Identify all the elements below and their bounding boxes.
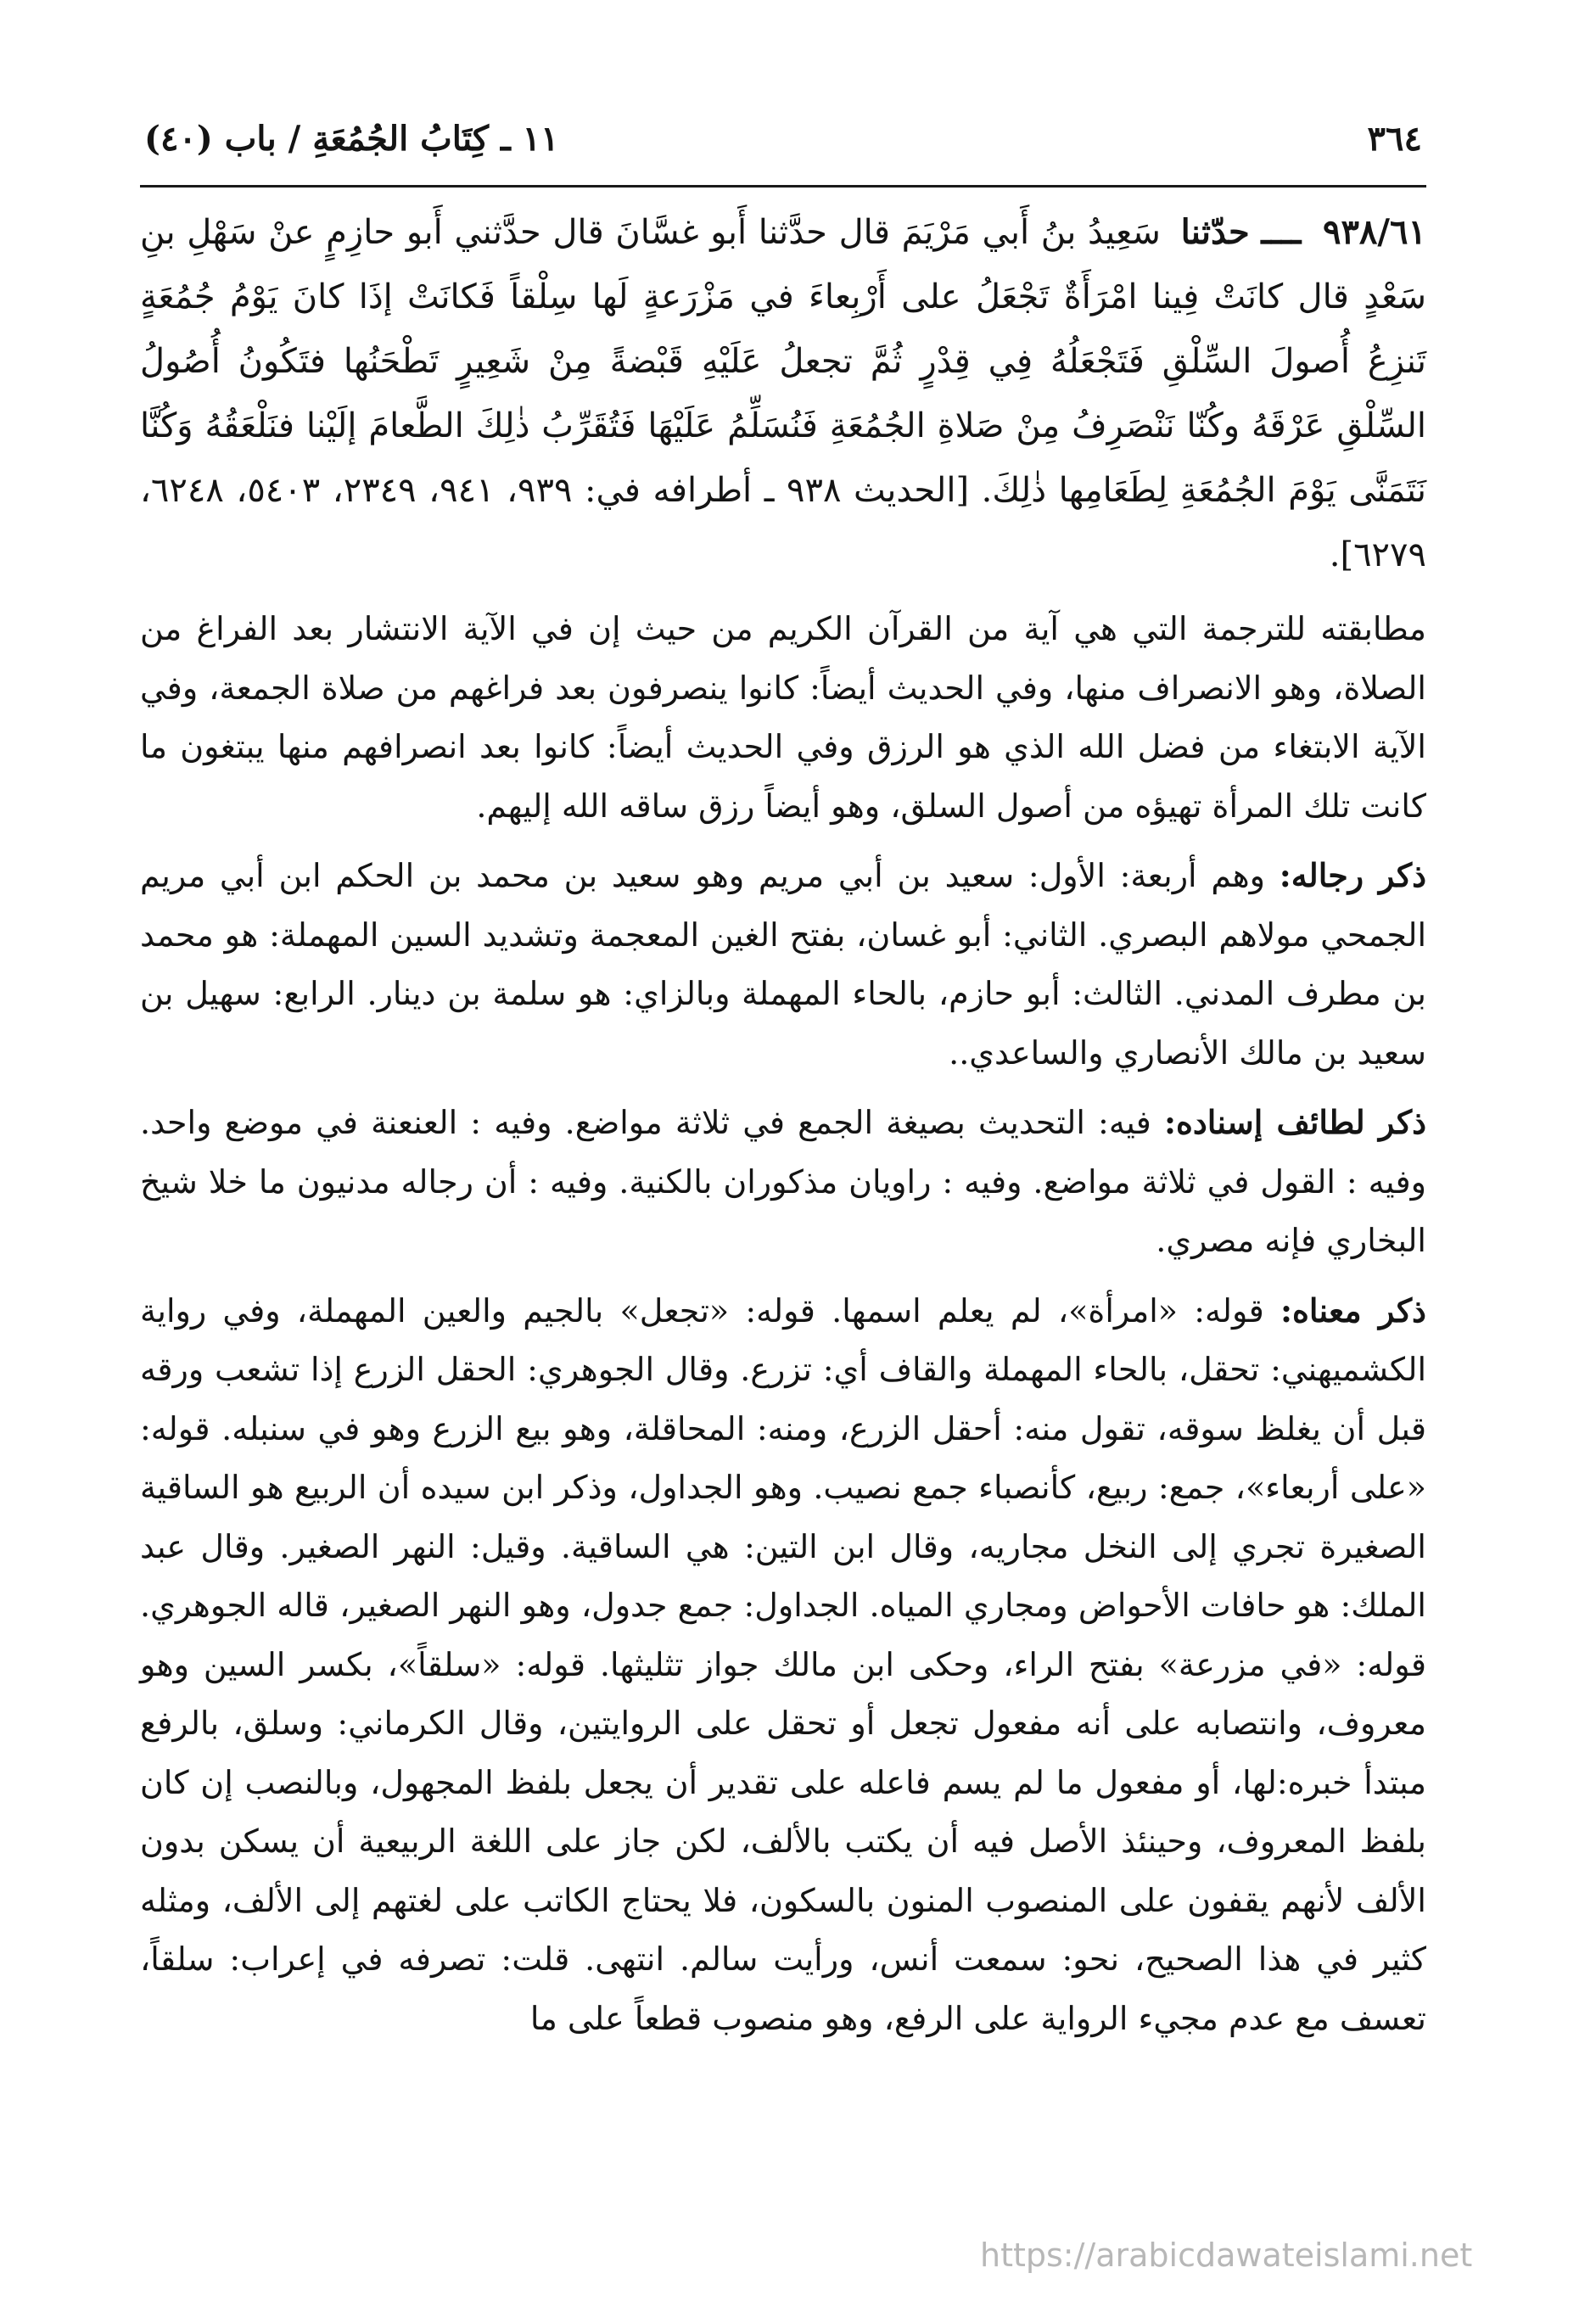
paragraph-text: قوله: «امرأة»، لم يعلم اسمها. قوله: «تجعل» بالجيم والعين المهملة، وفي رواية الكشميهني: تحقل، بالحاء المهملة والقاف أي: تزرع. وقال الجوهري: الحقل الزرع إذا تشعب ورقه قبل أن يغلظ سوقه، تقول منه: أحقل الزرع، ومنه: المحاقلة، وهو بيع الزرع وهو في سنبله. قوله: «على أربعاء»، جمع: ربيع، كأنصباء جمع نصيب. وهو الجداول، وذكر ابن سيده أن الربيع هو الساقية الصغيرة تجري إلى النخل مجاريه، وقال ابن التين: هي الساقية. وقيل: النهر الصغير. وقال عبد الملك: هو حافات الأحواض ومجاري المياه. الجداول: جمع جدول، وهو النهر الصغير، قاله الجوهري. قوله: «في مزرعة» بفتح الراء، وحكى ابن مالك جواز تثليثها. قوله: «سلقاً»، بكسر السين وهو معروف، وانتصابه على أنه مفعول تجعل أو تحقل على الروايتين، وقال الكرماني: وسلق، بالرفع مبتدأ خبره:لها، أو مفعول ما لم يسم فاعله على تقدير أن يجعل بلفظ المجهول، وبالنصب إن كان بلفظ المعروف، وحينئذ الأصل فيه أن يكتب بالألف، لكن جاز على اللغة الربيعية أن يسكن بدون الألف لأنهم يقفون على المنصوب المنون بالسكون، فلا يحتاج الكاتب على لغتهم إلى الألف، ومثله كثير في هذا الصحيح، نحو: سمعت أنس، ورأيت سالم. انتهى. قلت: تصرفه في إعراب: سلقاً، تعسف مع عدم مجيء الرواية على الرفع، وهو منصوب قطعاً على ما bbox=[140, 1291, 1426, 2037]
hadith-dash: ــــ bbox=[1261, 212, 1302, 252]
chapter-title: ١١ ـ كِتَابُ الجُمُعَةِ / باب (٤٠) bbox=[144, 119, 559, 159]
paragraph-text: وهم أربعة: الأول: سعيد بن أبي مريم وهو سعيد بن محمد بن الحكم ابن أبي مريم الجمحي مولاهم البصري. الثاني: أبو غسان، بفتح الغين المعجمة وتشديد السين المهملة: هو محمد بن مطرف المدني. الثالث: أبو حازم، بالحاء المهملة وبالزاي: هو سلمة بن دينار. الرابع: سهيل بن سعيد بن مالك الأنصاري والساعدي.. bbox=[140, 857, 1426, 1072]
page-header bbox=[144, 110, 1422, 170]
watermark-url: https://arabicdawateislami.net bbox=[980, 2237, 1473, 2274]
hadith-text-block bbox=[140, 200, 1426, 587]
paragraph-keyword: ذكر معناه: bbox=[1280, 1290, 1426, 1330]
narrators-paragraph bbox=[140, 846, 1426, 1083]
page-number: ٣٦٤ bbox=[1367, 119, 1422, 159]
paragraph-text: مطابقته للترجمة التي هي آية من القرآن الكريم من حيث إن في الآية الانتشار بعد الفراغ من الصلاة، وهو الانصراف منها، وفي الحديث أيضاً: كانوا ينصرفون بعد فراغهم من صلاة الجمعة، وفي الآية الابتغاء من فضل الله الذي هو الرزق وفي الحديث أيضاً: كانوا بعد انصرافهم منها يبتغون ما كانت تلك المرأة تهيؤه من أصول السلق، وهو أيضاً رزق ساقه الله إليهم. bbox=[140, 610, 1426, 825]
paragraph-keyword: ذكر رجاله: bbox=[1279, 856, 1427, 894]
hadith-lead: حدّثنا bbox=[1180, 212, 1250, 252]
commentary-paragraph bbox=[140, 599, 1426, 836]
hadith-number: ٩٣٨/٦١ bbox=[1322, 212, 1426, 252]
meaning-paragraph bbox=[140, 1281, 1426, 2049]
paragraph-text: فيه: التحديث بصيغة الجمع في ثلاثة مواضع. وفيه : العنعنة في موضع واحد. وفيه : القول في ثلاثة مواضع. وفيه : راويان مذكوران بالكنية. وفيه : أن رجاله مدنيون ما خلا شيخ البخاري فإنه مصري. bbox=[140, 1104, 1426, 1259]
paragraph-keyword: ذكر لطائف إسناده: bbox=[1163, 1103, 1426, 1141]
isnad-paragraph bbox=[140, 1093, 1426, 1271]
header-rule bbox=[140, 185, 1426, 188]
hadith-body: سَعِيدُ بنُ أَبي مَرْيَمَ قال حدَّثنا أَبو غسَّانَ قال حدَّثني أَبو حازِمٍ عنْ سَهْلِ بنِ سَعْدٍ قال كانَتْ فِينا امْرَأَةٌ تَجْعَلُ على أَرْبِعاءَ في مَزْرَعةٍ لَها سِلْقاً فَكانَتْ إذَا كانَ يَوْمُ جُمُعَةٍ تَنزِعُ أُصولَ السِّلْقِ فَتَجْعَلُهُ فِي قِدْرٍ ثُمَّ تجعلُ عَلَيْهِ قَبْضةً مِنْ شَعِيرٍ تَطْحَنُها فتَكُونُ أُصُولُ السِّلْقِ عَرْقَهُ وكُنّا نَنْصَرِفُ مِنْ صَلاةِ الجُمُعَةِ فَنُسَلِّمُ عَلَيْهَا فَتُقَرِّبُ ذٰلِكَ الطَّعامَ إلَيْنا فنَلْعَقُهُ وَكُنَّا نَتَمَنَّى يَوْمَ الجُمُعَةِ لِطَعَامِها ذٰلِكَ. [الحديث ٩٣٨ ـ أطرافه في: ٩٣٩، ٩٤١، ٢٣٤٩، ٥٤٠٣، ٦٢٤٨، ٦٢٧٩]. bbox=[140, 213, 1427, 574]
page-content bbox=[140, 200, 1426, 2058]
